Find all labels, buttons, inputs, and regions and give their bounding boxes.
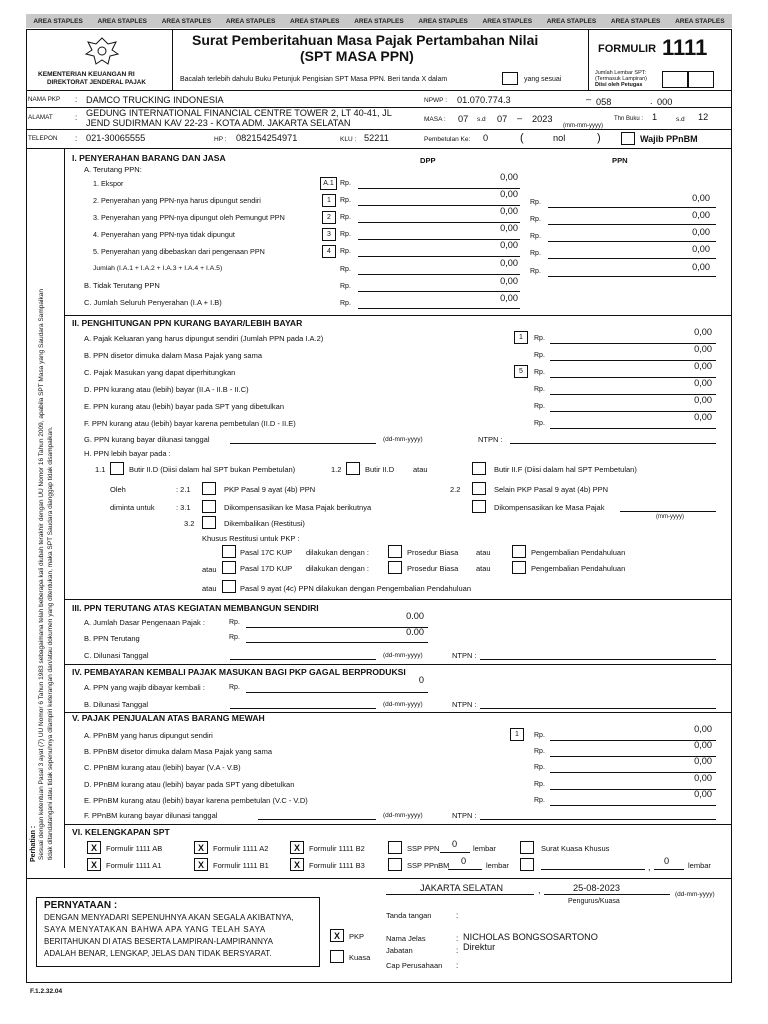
pernyataan-line-2: SAYA MENYATAKAN BAHWA APA YANG TELAH SAYA — [44, 925, 266, 934]
atau-text: atau — [413, 465, 428, 474]
rp: Rp. — [534, 335, 545, 342]
klu-value[interactable]: 52211 — [364, 133, 389, 143]
kompensasi-label: Dikompensasikan ke Masa Pajak berikutnya — [224, 503, 372, 512]
wajib-ppnbm-checkbox[interactable] — [621, 132, 635, 145]
sec1-row-dpp[interactable]: 0,00 — [500, 240, 518, 250]
ssp-ppn-count[interactable]: 0 — [452, 839, 458, 849]
rp: Rp. — [530, 268, 541, 275]
p17d-checkbox[interactable] — [222, 561, 236, 574]
formulir-a2-label: Formulir 1111 A2 — [213, 844, 269, 853]
rp: Rp. — [340, 231, 351, 238]
formulir-number: 1111 — [662, 35, 708, 60]
selain-pkp-label: Selain PKP Pasal 9 ayat (4b) PPN — [494, 485, 609, 494]
sec1-c-dpp[interactable]: 0,00 — [500, 293, 518, 303]
rp: Rp. — [340, 214, 351, 221]
rp: Rp. — [534, 764, 545, 771]
h12-checkbox[interactable] — [346, 462, 360, 475]
rp: Rp. — [534, 748, 545, 755]
perhatian-label: Perhatian : — [30, 825, 37, 862]
rp: Rp. — [534, 781, 545, 788]
sec1-b-label: B. Tidak Terutang PPN — [84, 281, 160, 290]
sec4-b-label: B. Dilunasi Tanggal — [84, 700, 149, 709]
sec1-row-code: 3 — [322, 228, 336, 241]
sec5-ntpn: NTPN : — [452, 811, 477, 820]
sec2-row-value[interactable]: 0,00 — [694, 344, 712, 354]
npwp-label: NPWP : — [424, 97, 447, 104]
h11-text: Butir II.D (Diisi dalam hal SPT bukan Pembetulan) — [129, 465, 296, 474]
garuda-logo — [84, 36, 120, 66]
sec2-row-code: 1 — [514, 331, 528, 344]
h11-num: 1.1 — [95, 465, 106, 474]
atau-text: atau — [202, 584, 217, 593]
sec1-row-dpp[interactable]: 0,00 — [500, 206, 518, 216]
rp: Rp. — [340, 248, 351, 255]
sec5-row-code: 1 — [510, 728, 524, 741]
rp: Rp. — [340, 300, 351, 307]
pembetulan-words[interactable]: nol — [553, 133, 566, 143]
restitusi-checkbox[interactable] — [202, 516, 216, 529]
alamat-label: ALAMAT — [28, 114, 53, 121]
colon: : — [75, 95, 78, 104]
mmyy-format: (mm-yyyy) — [656, 514, 684, 520]
jabatan-label: Jabatan — [386, 946, 413, 955]
section-1-title: I. PENYERAHAN BARANG DAN JASA — [72, 153, 226, 163]
hp-value[interactable]: 082154254971 — [236, 133, 298, 143]
colon: : — [456, 911, 459, 920]
nama-jelas-label: Nama Jelas — [386, 934, 426, 943]
p17c-biasa-checkbox[interactable] — [388, 545, 402, 558]
pernyataan-line-1: DENGAN MENYADARI SEPENUHNYA AKAN SEGALA AKIBATNYA, — [44, 913, 294, 922]
formulir-b3-checkbox[interactable]: X — [290, 858, 304, 871]
diminta-label: diminta untuk — [110, 503, 155, 512]
sec1-row-ppn[interactable]: 0,00 — [692, 262, 710, 272]
sec3-b-value[interactable]: 0.00 — [406, 627, 424, 637]
sec1-row-dpp[interactable]: 0,00 — [500, 172, 518, 182]
sec2-row-label: C. Pajak Masukan yang dapat diperhitungkan — [84, 368, 236, 377]
sec1-row-code: 2 — [322, 211, 336, 224]
staples-label: AREA STAPLES — [354, 17, 404, 25]
sec2-row-value[interactable]: 0,00 — [694, 361, 712, 371]
staples-label: AREA STAPLES — [161, 17, 212, 25]
rp: Rp. — [534, 403, 545, 410]
sign-city[interactable]: JAKARTA SELATAN — [420, 883, 504, 893]
rp: Rp. — [530, 233, 541, 240]
p17c-checkbox[interactable] — [222, 545, 236, 558]
alamat-line-1[interactable]: GEDUNG INTERNATIONAL FINANCIAL CENTRE TOWER 2, LT 40-41, JL — [86, 108, 392, 118]
telepon-value[interactable]: 021-30065555 — [86, 133, 146, 143]
wajib-ppnbm-label: Wajib PPnBM — [640, 134, 698, 144]
sec1-row-label: 5. Penyerahan yang dibebaskan dari pengenaan PPN — [93, 247, 265, 256]
diisi-petugas-label: Diisi oleh Petugas — [595, 82, 643, 88]
rp: Rp. — [229, 684, 240, 691]
p17d-biasa-checkbox[interactable] — [388, 561, 402, 574]
kuasa-label: Kuasa — [349, 953, 371, 962]
sec1-a-label: A. Terutang PPN: — [84, 165, 142, 174]
staples-label: AREA STAPLES — [33, 17, 83, 25]
directorate-name: DIREKTORAT JENDERAL PAJAK — [47, 79, 146, 86]
formulir-a1-checkbox[interactable]: X — [87, 858, 101, 871]
sec5-row-value[interactable]: 0,00 — [694, 773, 712, 783]
masa-year[interactable]: 2023 — [532, 114, 553, 124]
colon: : — [456, 934, 459, 943]
masa-format: (mm-mm-yyyy) — [563, 123, 603, 129]
p9-4c-checkbox[interactable] — [222, 580, 236, 593]
rp: Rp. — [530, 216, 541, 223]
atau-text: atau — [476, 564, 491, 573]
masa-dash: – — [517, 113, 523, 123]
pembetulan-label: Pembetulan Ke: — [424, 136, 471, 143]
sec1-row-label: 1. Ekspor — [93, 179, 124, 188]
sec1-row-ppn[interactable]: 0,00 — [692, 227, 710, 237]
jumlah-lembar-label: Jumlah Lembar SPT: — [595, 70, 647, 76]
formulir-b2-checkbox[interactable]: X — [290, 841, 304, 854]
other-lembar: lembar — [688, 861, 711, 870]
masa-sd: s.d — [477, 116, 486, 123]
colon: : — [75, 134, 78, 143]
sec5-row-value[interactable]: 0,00 — [694, 789, 712, 799]
surat-kuasa-label: Surat Kuasa Khusus — [541, 844, 610, 853]
sec3-c-label: C. Dilunasi Tanggal — [84, 651, 149, 660]
staples-strip — [26, 14, 732, 28]
h12-num: 1.2 — [331, 465, 342, 474]
oleh-label: Oleh — [110, 485, 126, 494]
sec4-a-label: A. PPN yang wajib dibayar kembali : — [84, 683, 205, 692]
sec2-row-label: E. PPN kurang atau (lebih) bayar pada SPT yang dibetulkan — [84, 402, 284, 411]
pkp-checkbox[interactable]: X — [330, 929, 344, 942]
instruction-text: Bacalah terlebih dahulu Buku Petunjuk Pengisian SPT Masa PPN. Beri tanda X dalam — [180, 76, 448, 83]
rp: Rp. — [229, 619, 240, 626]
ssp-ppnbm-label: SSP PPnBM — [407, 861, 450, 870]
ssp-ppn-label: SSP PPN — [407, 844, 440, 853]
c21-label: : 2.1 — [176, 485, 191, 494]
dpp-header: DPP — [420, 156, 436, 165]
staples-label: AREA STAPLES — [546, 17, 597, 25]
kompensasi-checkbox[interactable] — [202, 500, 216, 513]
p17d-label: Pasal 17D KUP — [240, 564, 293, 573]
atau-text: atau — [202, 565, 217, 574]
sec5-row-label: B. PPnBM disetor dimuka dalam Masa Pajak yang sama — [84, 747, 273, 756]
alamat-line-2[interactable]: JEND SUDIRMAN KAV 22-23 - KOTA ADM. JAKARTA SELATAN — [86, 118, 351, 128]
rp: Rp. — [534, 369, 545, 376]
side-note-2: tidak ditandatangani atau tidak sepenuhnya dilampiri keterangan dan/atau dokumen yang ditentukan, maka SPT Saudara dianggap tidak disampaikan. — [47, 426, 54, 860]
sec2-g-label: G. PPN kurang bayar dilunasi tanggal — [84, 435, 210, 444]
sec5-row-value[interactable]: 0,00 — [694, 756, 712, 766]
rp: Rp. — [340, 180, 351, 187]
khusus-restitusi-label: Khusus Restitusi untuk PKP : — [202, 534, 300, 543]
pernyataan-line-3: BERITAHUKAN DI ATAS BESERTA LAMPIRAN-LAMPIRANNYA — [44, 937, 273, 946]
sec1-row-dpp[interactable]: 0,00 — [500, 223, 518, 233]
jumlah-lembar-box-1[interactable] — [662, 71, 688, 88]
p17c-biasa-label: Prosedur Biasa — [407, 548, 459, 557]
sign-comma: , — [538, 885, 541, 895]
staples-label: AREA STAPLES — [225, 17, 276, 25]
sec2-row-value[interactable]: 0,00 — [694, 378, 712, 388]
pembetulan-value[interactable]: 0 — [483, 133, 489, 143]
masa-end[interactable]: 07 — [497, 114, 508, 124]
nama-jelas-value[interactable]: NICHOLAS BONGSOSARTONO — [463, 932, 598, 942]
npwp-dot: . — [650, 96, 653, 106]
other-comma: , — [648, 862, 651, 872]
section-6-title: VI. KELENGKAPAN SPT — [72, 827, 170, 837]
staples-label: AREA STAPLES — [482, 17, 533, 25]
sec1-row-code: A.1 — [320, 177, 337, 190]
rp: Rp. — [534, 732, 545, 739]
pkp-9-4b-label: PKP Pasal 9 ayat (4b) PPN — [224, 485, 316, 494]
p9-4c-label: Pasal 9 ayat (4c) PPN dilakukan dengan Pengembalian Pendahuluan — [240, 584, 471, 593]
formulir-a1-label: Formulir 1111 A1 — [106, 861, 162, 870]
sec1-row-dpp[interactable]: 0,00 — [500, 189, 518, 199]
staples-label: AREA STAPLES — [675, 17, 725, 25]
instruction-text-2: yang sesuai — [524, 76, 562, 83]
sec1-row-label: 4. Penyerahan yang PPN-nya tidak dipungut — [93, 230, 235, 239]
sec3-b-label: B. PPN Terutang — [84, 634, 140, 643]
sec2-g-ntpn: NTPN : — [478, 435, 503, 444]
sec1-row-label: 3. Penyerahan yang PPN-nya dipungut oleh Pemungut PPN — [93, 213, 285, 222]
staples-label: AREA STAPLES — [290, 17, 340, 25]
sign-date-format: (dd-mm-yyyy) — [675, 891, 715, 898]
sec5-row-label: D. PPnBM kurang atau (lebih) bayar pada SPT yang dibetulkan — [84, 780, 295, 789]
termasuk-label: (Termasuk Lampiran) — [595, 76, 647, 82]
rp: Rp. — [340, 283, 351, 290]
other-checkbox[interactable] — [520, 858, 534, 871]
nama-pkp-value[interactable]: DAMCO TRUCKING INDONESIA — [86, 95, 224, 105]
ssp-ppnbm-lembar: lembar — [486, 861, 509, 870]
sec3-a-value[interactable]: 0.00 — [406, 611, 424, 621]
ssp-ppn-lembar: lembar — [473, 844, 496, 853]
c31-label: : 3.1 — [176, 503, 191, 512]
form-subtitle: (SPT MASA PPN) — [300, 48, 414, 64]
sec1-row-label: Jumlah (I.A.1 + I.A.2 + I.A.3 + I.A.4 + I.A.5) — [93, 265, 223, 272]
p17d-pendahuluan-label: Pengembalian Pendahuluan — [531, 564, 626, 573]
paren-close: ) — [597, 132, 601, 144]
atau-text: atau — [476, 548, 491, 557]
rp: Rp. — [534, 352, 545, 359]
hp-label: HP : — [214, 136, 227, 143]
paren-open: ( — [520, 132, 524, 144]
thn-buku-start[interactable]: 1 — [652, 112, 658, 122]
formulir-b2-label: Formulir 1111 B2 — [309, 844, 365, 853]
staples-label: AREA STAPLES — [418, 17, 468, 25]
sec2-h-label: H. PPN lebih bayar pada : — [84, 449, 171, 458]
sec5-f-format: (dd-mm-yyyy) — [383, 812, 423, 819]
sec2-row-value[interactable]: 0,00 — [694, 395, 712, 405]
sec5-row-label: A. PPnBM yang harus dipungut sendiri — [84, 731, 213, 740]
formulir-b3-label: Formulir 1111 B3 — [309, 861, 365, 870]
p17c-pendahuluan-checkbox[interactable] — [512, 545, 526, 558]
sec4-a-value[interactable]: 0 — [418, 675, 424, 685]
h12-text: Butir II.D — [365, 465, 395, 474]
thn-buku-sd: s.d — [676, 116, 685, 123]
sec2-row-label: D. PPN kurang atau (lebih) bayar (II.A - II.B - II.C) — [84, 385, 249, 394]
sec3-ntpn: NTPN : — [452, 651, 477, 660]
sec5-row-label: C. PPnBM kurang atau (lebih) bayar (V.A - V.B) — [84, 763, 241, 772]
sec1-row-code: 1 — [322, 194, 336, 207]
rp: Rp. — [229, 634, 240, 641]
npwp-value[interactable]: 01.070.774.3 — [457, 95, 511, 105]
pkp-label: PKP — [349, 932, 365, 941]
pernyataan-line-4: ADALAH BENAR, LENGKAP, JELAS DAN TIDAK BERSYARAT. — [44, 949, 272, 958]
sec5-row-label: E. PPnBM kurang atau (lebih) bayar karena pembetulan (V.C - V.D) — [84, 796, 308, 805]
sec1-row-code: 4 — [322, 245, 336, 258]
rp: Rp. — [340, 197, 351, 204]
c22-label: 2.2 — [450, 485, 461, 494]
sec4-ntpn: NTPN : — [452, 700, 477, 709]
sec5-row-value[interactable]: 0,00 — [694, 724, 712, 734]
sec1-row-ppn[interactable]: 0,00 — [692, 193, 710, 203]
npwp-dash: – — [586, 94, 592, 104]
p17d-pendahuluan-checkbox[interactable] — [512, 561, 526, 574]
form-title: Surat Pemberitahuan Masa Pajak Pertambahan Nilai — [192, 32, 539, 48]
jumlah-lembar-box-2[interactable] — [688, 71, 714, 88]
ssp-ppn-checkbox[interactable] — [388, 841, 402, 854]
npwp-branch[interactable]: 058 — [596, 97, 612, 107]
sec2-g-format: (dd-mm-yyyy) — [383, 436, 423, 443]
sec5-row-value[interactable]: 0,00 — [694, 740, 712, 750]
tanda-tangan-label: Tanda tangan — [386, 911, 432, 920]
rp: Rp. — [534, 797, 545, 804]
pkp-9-4b-checkbox[interactable] — [202, 482, 216, 495]
sec1-row-label: 2. Penyerahan yang PPN-nya harus dipungut sendiri — [93, 196, 261, 205]
instruction-example-box — [502, 72, 518, 85]
formulir-a2-checkbox[interactable]: X — [194, 841, 208, 854]
section-3-title: III. PPN TERUTANG ATAS KEGIATAN MEMBANGUN SENDIRI — [72, 603, 319, 613]
kompensasi-2-label: Dikompensasikan ke Masa Pajak — [494, 503, 605, 512]
formulir-b1-label: Formulir 1111 B1 — [213, 861, 269, 870]
sec2-row-value[interactable]: 0,00 — [694, 327, 712, 337]
p17c-pendahuluan-label: Pengembalian Pendahuluan — [531, 548, 626, 557]
sec1-row-dpp[interactable]: 0,00 — [500, 258, 518, 268]
nama-pkp-label: NAMA PKP — [28, 96, 61, 103]
formulir-ab-checkbox[interactable]: X — [87, 841, 101, 854]
thn-buku-label: Thn Buku : — [614, 116, 644, 122]
hf-checkbox[interactable] — [472, 462, 486, 475]
ministry-name: KEMENTERIAN KEUANGAN RI — [38, 71, 135, 78]
section-2-title: II. PENGHITUNGAN PPN KURANG BAYAR/LEBIH BAYAR — [72, 318, 303, 328]
pengurus-label: Pengurus/Kuasa — [568, 898, 620, 905]
p17d-dilakukan: dilakukan dengan : — [306, 564, 369, 573]
surat-kuasa-checkbox[interactable] — [520, 841, 534, 854]
sec3-a-label: A. Jumlah Dasar Pengenaan Pajak : — [84, 618, 205, 627]
selain-pkp-checkbox[interactable] — [472, 482, 486, 495]
p17c-dilakukan: dilakukan dengan : — [306, 548, 369, 557]
sec2-row-label: F. PPN kurang atau (lebih) bayar karena pembetulan (II.D - II.E) — [84, 419, 296, 428]
formulir-label: FORMULIR — [598, 43, 657, 55]
sec4-b-format: (dd-mm-yyyy) — [383, 701, 423, 708]
sec1-row-ppn[interactable]: 0,00 — [692, 210, 710, 220]
ssp-ppnbm-checkbox[interactable] — [388, 858, 402, 871]
restitusi-label: Dikembalikan (Restitusi) — [224, 519, 305, 528]
ppn-header: PPN — [612, 156, 628, 165]
kompensasi-2-checkbox[interactable] — [472, 500, 486, 513]
sec1-row-ppn[interactable]: 0,00 — [692, 244, 710, 254]
other-count[interactable]: 0 — [664, 856, 670, 866]
p17d-biasa-label: Prosedur Biasa — [407, 564, 459, 573]
staples-label: AREA STAPLES — [610, 17, 661, 25]
sec2-row-code: 5 — [514, 365, 528, 378]
masa-label: MASA : — [424, 116, 446, 123]
p17c-label: Pasal 17C KUP — [240, 548, 293, 557]
npwp-suffix[interactable]: 000 — [657, 97, 673, 107]
section-5-title: V. PAJAK PENJUALAN ATAS BARANG MEWAH — [72, 713, 265, 723]
h11-checkbox[interactable] — [110, 462, 124, 475]
hf-text: Butir II.F (Diisi dalam hal SPT Pembetulan) — [494, 465, 637, 474]
formulir-b1-checkbox[interactable]: X — [194, 858, 208, 871]
rp: Rp. — [530, 199, 541, 206]
c32-label: 3.2 — [184, 519, 195, 528]
sign-date[interactable]: 25-08-2023 — [573, 883, 620, 893]
sec1-c-label: C. Jumlah Seluruh Penyerahan (I.A + I.B) — [84, 298, 222, 307]
form-code: F.1.2.32.04 — [30, 988, 63, 995]
sec2-row-value[interactable]: 0,00 — [694, 412, 712, 422]
rp: Rp. — [530, 250, 541, 257]
telepon-label: TELEPON — [28, 135, 58, 142]
colon: : — [456, 946, 459, 955]
ssp-ppnbm-count[interactable]: 0 — [461, 856, 467, 866]
colon: : — [75, 113, 78, 122]
colon: : — [456, 961, 459, 970]
jabatan-value[interactable]: Direktur — [463, 942, 496, 952]
cap-label: Cap Perusahaan — [386, 961, 443, 970]
section-4-title: IV. PEMBAYARAN KEMBALI PAJAK MASUKAN BAGI PKP GAGAL BERPRODUKSI — [72, 667, 406, 677]
side-note-1: Sesuai dengan ketentuan Pasal 3 ayat (7) UU Nomor 6 Tahun 1983 sebagaimana telah beberapa kali diubah terakhir dengan UU Nomor 16 Tahun 2009, apabila SPT Masa yang Saudara Sampaikan — [38, 289, 45, 860]
staples-label: AREA STAPLES — [97, 17, 147, 25]
sec5-f-label: F. PPnBM kurang bayar dilunasi tanggal — [84, 811, 218, 820]
rp: Rp. — [534, 386, 545, 393]
sec2-row-label: A. Pajak Keluaran yang harus dipungut sendiri (Jumlah PPN pada I.A.2) — [84, 334, 324, 343]
rp: Rp. — [534, 420, 545, 427]
formulir-ab-label: Formulir 1111 AB — [106, 844, 163, 853]
sec1-b-dpp[interactable]: 0,00 — [500, 276, 518, 286]
sec3-c-format: (dd-mm-yyyy) — [383, 652, 423, 659]
klu-label: KLU : — [340, 136, 357, 143]
kuasa-checkbox[interactable] — [330, 950, 344, 963]
thn-buku-end[interactable]: 12 — [698, 112, 709, 122]
pernyataan-title: PERNYATAAN : — [44, 900, 118, 911]
sec2-row-label: B. PPN disetor dimuka dalam Masa Pajak yang sama — [84, 351, 262, 360]
masa-start[interactable]: 07 — [458, 114, 469, 124]
rp: Rp. — [340, 266, 351, 273]
